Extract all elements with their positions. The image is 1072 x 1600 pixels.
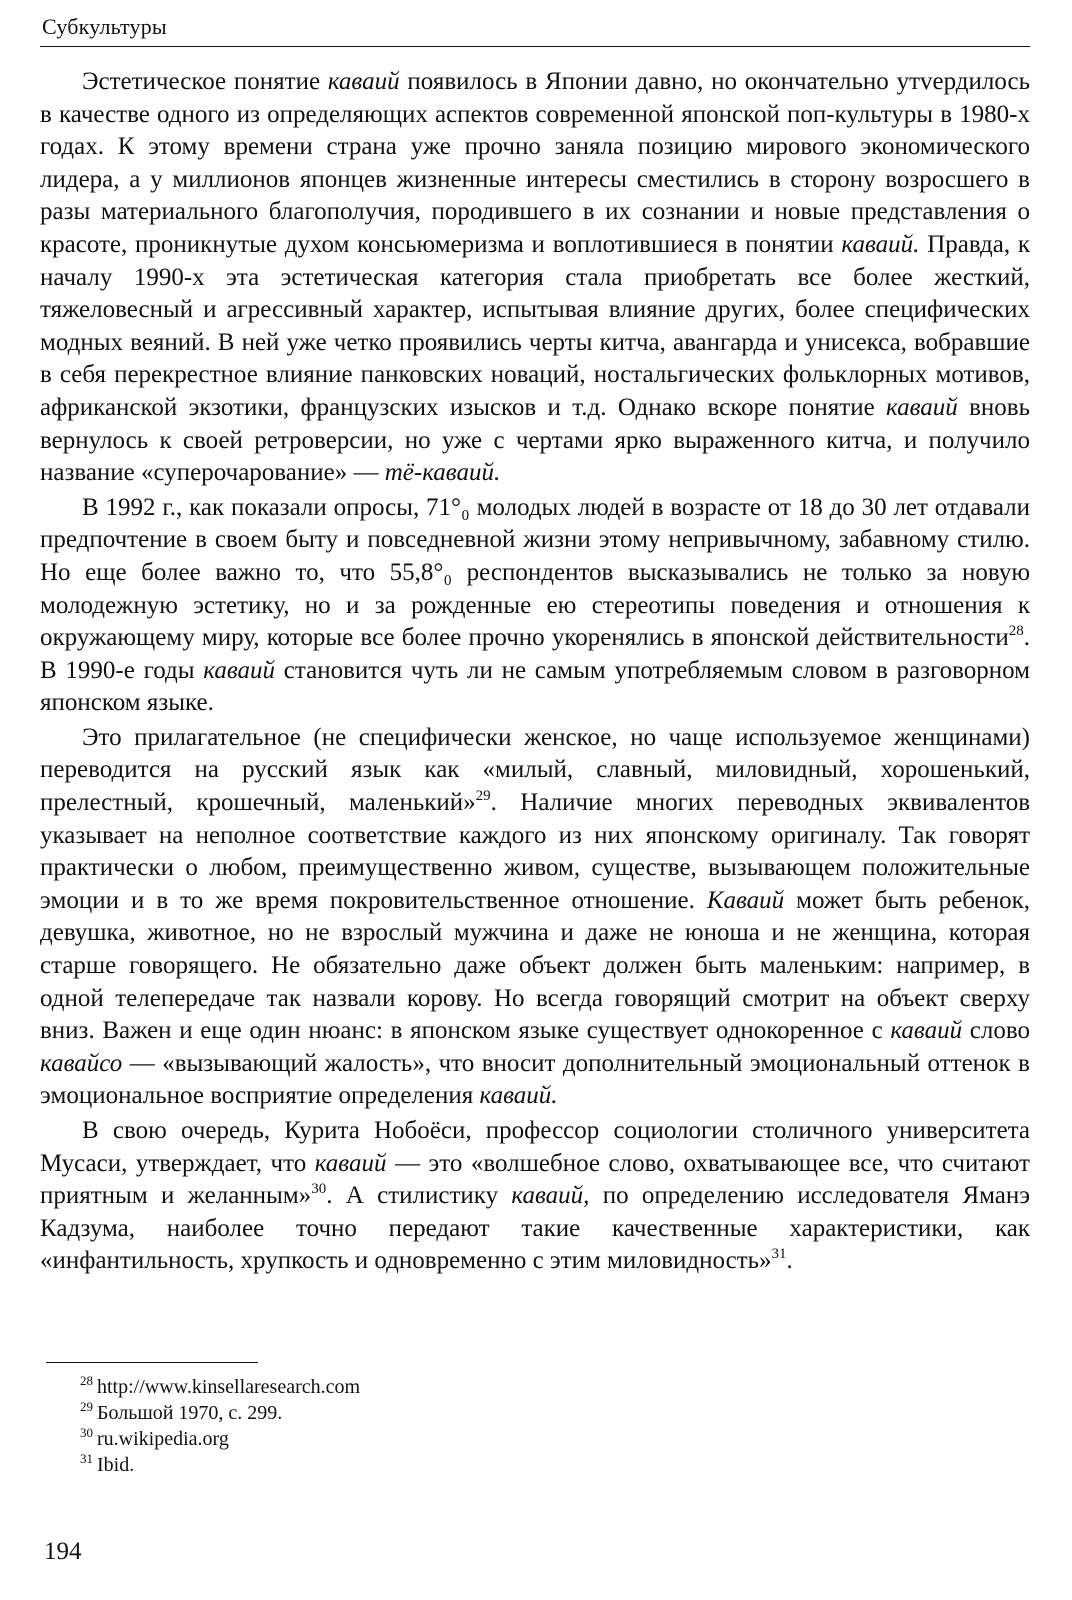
- text-run: по определению исследователя Яманэ Кадзума, наиболее точно передают такие качественные характеристики, как «инфантильность, хрупкость и одновременно с этим миловидность»: [40, 1182, 1030, 1275]
- paragraph: [40, 66, 1030, 490]
- italic-term: кавайсо: [40, 1049, 123, 1077]
- text-run: .: [786, 1247, 793, 1275]
- footnote-ref: 28: [1008, 623, 1024, 640]
- footnote: [80, 1426, 360, 1452]
- footnote-text: Большой 1970, с. 299.: [97, 1402, 283, 1424]
- text-run: Правда, к началу 1990-х эта эстетическая категория стала приобретать все более жесткий, тяжеловесный и агрессивный характер, испытывая влияние других, более специфических модных веяний. В ней уже четко проявились черты китча, авангарда и унисекса, вобравшие в себя перекрестное влияние панковских новаций, ностальгических фольклорных мотивов, африканской экзотики, французских изысков и т.д. Однако вскоре понятие: [40, 230, 1030, 421]
- text-run: Эстетическое понятие: [82, 68, 328, 95]
- footnote-text: Ibid.: [97, 1454, 135, 1476]
- italic-term: каваий,: [511, 1182, 590, 1210]
- paragraph: [40, 722, 1030, 1113]
- text-run: — это «волшебное слово, охватывающее все, что считают приятным и желанным»: [40, 1149, 1030, 1210]
- paragraph: [40, 492, 1030, 720]
- italic-term: Каваий: [706, 886, 785, 914]
- footnote-rule: [46, 1362, 258, 1363]
- italic-term: каваий: [886, 393, 958, 421]
- text-run: может быть ребенок, девушка, животное, но не взрослый мужчина и даже не юноша и не женщина, которая старше говорящего. Не обязательно даже объект должен быть маленьким: например, в одной телепередаче так назвали корову. Но всегда говорящий смотрит на объект сверху вниз. Важен и еще один нюанс: в японском языке существует однокоренное с: [40, 886, 1030, 1045]
- text-run: появилось в Японии давно, но окончательно утvердилось в качестве одного из определяющих аспектов современной японской поп-культуры в 1980-х годах. К этому времени страна уже прочно заняла позицию мирового экономического лидера, а у миллионов японцев жизненные интересы сместились в сторону возросшего в разы материального благополучия, породившего в их сознании и новые представления о красоте, проникнутые духом консьюмеризма и воплотившиеся в понятии: [40, 68, 1030, 258]
- text-run: становится чуть ли не самым употребляемым словом в разговорном японском языке.: [40, 656, 1030, 717]
- footnote: [80, 1374, 360, 1400]
- header-rule: [40, 46, 1030, 47]
- italic-term: каваий: [890, 1017, 963, 1045]
- main-text: [40, 66, 1030, 1278]
- footnote-ref: 30: [311, 1181, 327, 1198]
- italic-term: тё-каваий.: [384, 459, 501, 487]
- footnote-number: 31: [80, 1451, 93, 1466]
- footnote-text: ru.wikipedia.org: [97, 1428, 229, 1450]
- italic-term: каваий: [203, 656, 276, 684]
- book-page: [40, 0, 1030, 1600]
- running-head: Субкультуры: [42, 14, 167, 39]
- footnote-text: http://www.kinsellaresearch.com: [97, 1376, 361, 1398]
- text-run: — «вызывающий жалость», что вносит дополнительный эмоциональный оттенок в эмоциональное восприятие определения: [40, 1049, 1030, 1110]
- italic-term: каваий.: [841, 230, 920, 258]
- text-run: В свою очередь, Курита Нобоёси, профессор социологии столичного университета Мусаси, утверждает, что: [40, 1117, 1030, 1177]
- footnote-number: 28: [80, 1373, 93, 1388]
- text-run: Это прилагательное (не специфически женское, но чаще используемое женщинами) переводится на русский язык как «милый, славный, миловидный, хорошенький, прелестный, крошечный, маленький»: [40, 723, 1030, 817]
- text-run: . Наличие многих переводных эквивалентов указывает на неполное соответствие каждого из них японскому оригиналу. Так говорят практически о любом, преимущественно живом, существе, вызывающем положительные эмоции и в то же время покровительственное отношение.: [40, 789, 1031, 914]
- footnote-number: 29: [80, 1399, 93, 1414]
- paragraph: [40, 1115, 1030, 1278]
- text-run: . А стилистику: [326, 1182, 512, 1210]
- footnote: [80, 1400, 360, 1426]
- text-run: . В 1990-е годы: [40, 624, 1030, 684]
- text-run: слово: [962, 1017, 1030, 1045]
- text-run: В 1992 г., как показали опросы, 71°₀ молодых людей в возрасте от 18 до 30 лет отдавали предпочтение в своем быту и повседневной жизни этому непривычному, забавному стилю. Но еще более важно то, что 55,8°₀ респондентов высказывались не только за новую молодежную эстетику, но и за рожденные ею стереотипы поведения и отношения к окружающему миру, которые все более прочно укоренялись в японской действительности: [40, 493, 1030, 652]
- footnote-ref: 31: [771, 1246, 787, 1263]
- text-run: вновь вернулось к своей ретроверсии, но уже с чертами ярко выраженного китча, и получило название «суперочарование» —: [40, 393, 1031, 487]
- page-number: 194: [44, 1538, 82, 1565]
- italic-term: каваий: [327, 68, 400, 95]
- italic-term: каваий.: [479, 1082, 558, 1110]
- footnote-number: 30: [80, 1425, 93, 1440]
- footnote: [80, 1452, 360, 1478]
- footnotes: [80, 1374, 360, 1478]
- italic-term: каваий: [314, 1149, 387, 1177]
- footnote-ref: 29: [475, 788, 491, 805]
